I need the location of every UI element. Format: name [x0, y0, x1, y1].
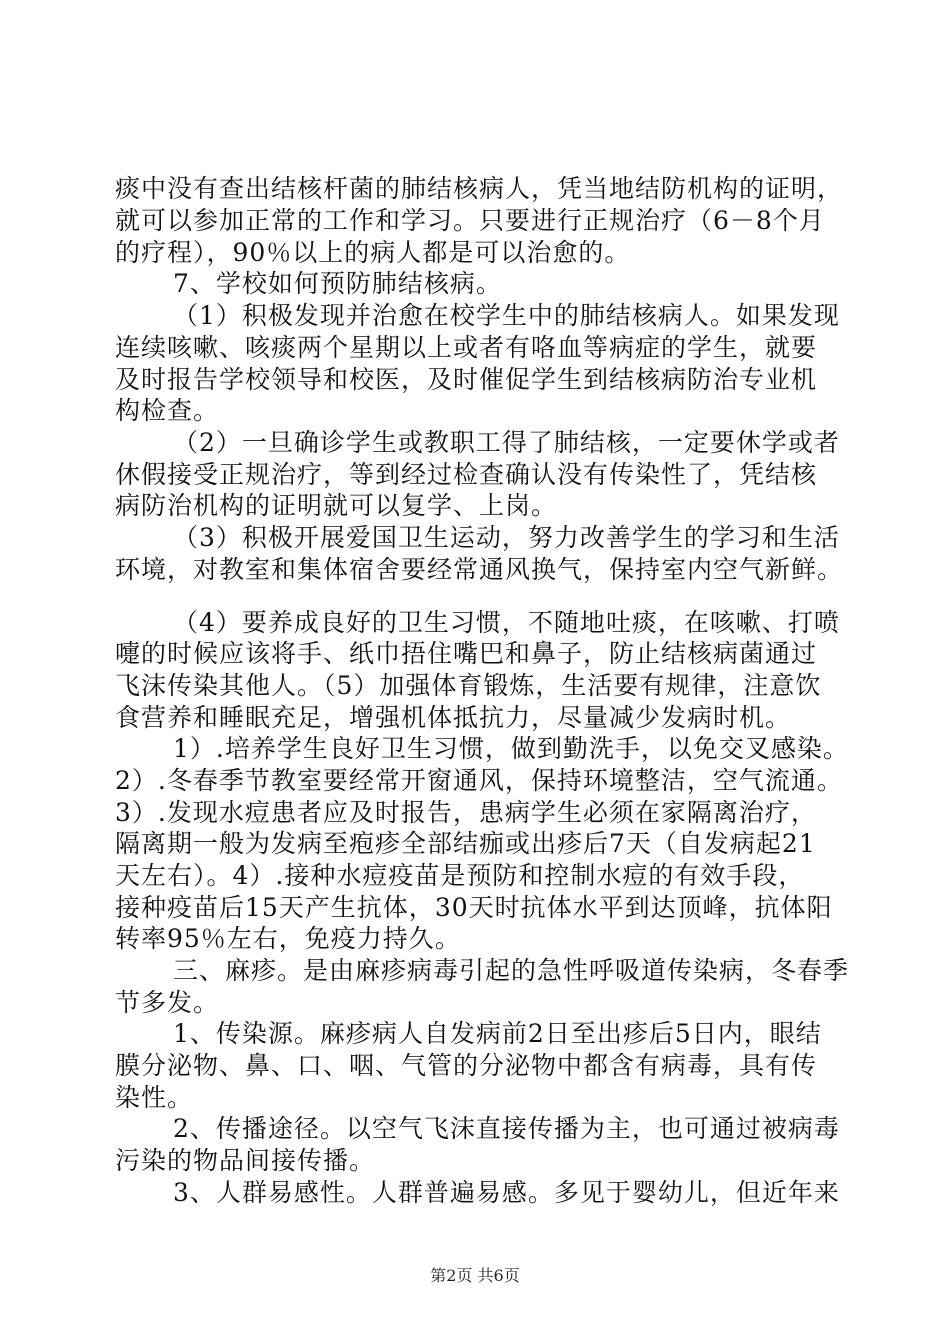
text-line: 嚏的时候应该将手、纸巾捂住嘴巴和鼻子，防止结核病菌通过 [115, 639, 818, 668]
text-line: 天左右）。4）.接种水痘疫苗是预防和控制水痘的有效手段， [115, 861, 805, 890]
text-line: 2）.冬春季节教室要经常开窗通风，保持环境整洁，空气流通。 [115, 766, 843, 795]
section-heading: 三、麻疹。是由麻疹病毒引起的急性呼吸道传染病，冬春季 [173, 956, 850, 985]
text-line: （3）积极开展爱国卫生运动，努力改善学生的学习和生活 [173, 523, 840, 552]
text-line: 环境，对教室和集体宿舍要经常通风换气，保持室内空气新鲜。 [115, 555, 844, 584]
text-line: 节多发。 [115, 988, 220, 1017]
text-line: 3、人群易感性。人群普遍易感。多见于婴幼儿，但近年来 [173, 1178, 840, 1207]
text-line: （1）积极发现并治愈在校学生中的肺结核病人。如果发现 [173, 301, 840, 330]
text-line: 污染的物品间接传播。 [115, 1146, 376, 1175]
section-heading: 7、学校如何预防肺结核病。 [173, 269, 502, 298]
text-line: 及时报告学校领导和校医，及时催促学生到结核病防治专业机 [115, 365, 818, 394]
text-line: 病防治机构的证明就可以复学、上岗。 [115, 491, 558, 520]
text-line: 1）.培养学生良好卫生习惯，做到勤洗手，以免交叉感染。 [173, 734, 849, 763]
text-line: 休假接受正规治疗，等到经过检查确认没有传染性了，凭结核 [115, 460, 818, 489]
text-line: 接种疫苗后15天产生抗体，30天时抗体水平到达顶峰，抗体阳 [115, 893, 833, 922]
text-line: （4）要养成良好的卫生习惯，不随地吐痰，在咳嗽、打喷 [173, 608, 840, 637]
page-number-footer: 第2页 共6页 [430, 1266, 520, 1285]
text-line: 转率95％左右，免疫力持久。 [115, 924, 461, 953]
text-line: 3）.发现水痘患者应及时报告，患病学生必须在家隔离治疗， [115, 798, 817, 827]
text-line: 染性。 [115, 1083, 194, 1112]
text-line: 隔离期一般为发病至疱疹全部结痂或出疹后7天（自发病起21 [115, 829, 816, 858]
text-line: 就可以参加正常的工作和学习。只要进行正规治疗（6－8个月 [115, 206, 825, 235]
text-line: 膜分泌物、鼻、口、咽、气管的分泌物中都含有病毒，具有传 [115, 1051, 818, 1080]
text-line: 1、传染源。麻疹病人自发病前2日至出疹后5日内，眼结 [173, 1019, 822, 1048]
text-line: 构检查。 [115, 396, 220, 425]
text-line: 痰中没有查出结核杆菌的肺结核病人，凭当地结防机构的证明， [115, 174, 844, 203]
text-line: 连续咳嗽、咳痰两个星期以上或者有咯血等病症的学生，就要 [115, 333, 818, 362]
text-line: 飞沫传染其他人。（5）加强体育锻炼，生活要有规律，注意饮 [115, 671, 822, 700]
text-line: （2）一旦确诊学生或教职工得了肺结核，一定要休学或者 [173, 428, 840, 457]
text-line: 2、传播途径。以空气飞沫直接传播为主，也可通过被病毒 [173, 1114, 840, 1143]
text-line: 食营养和睡眠充足，增强机体抵抗力，尽量减少发病时机。 [115, 703, 792, 732]
text-line: 的疗程），90％以上的病人都是可以治愈的。 [115, 238, 631, 267]
